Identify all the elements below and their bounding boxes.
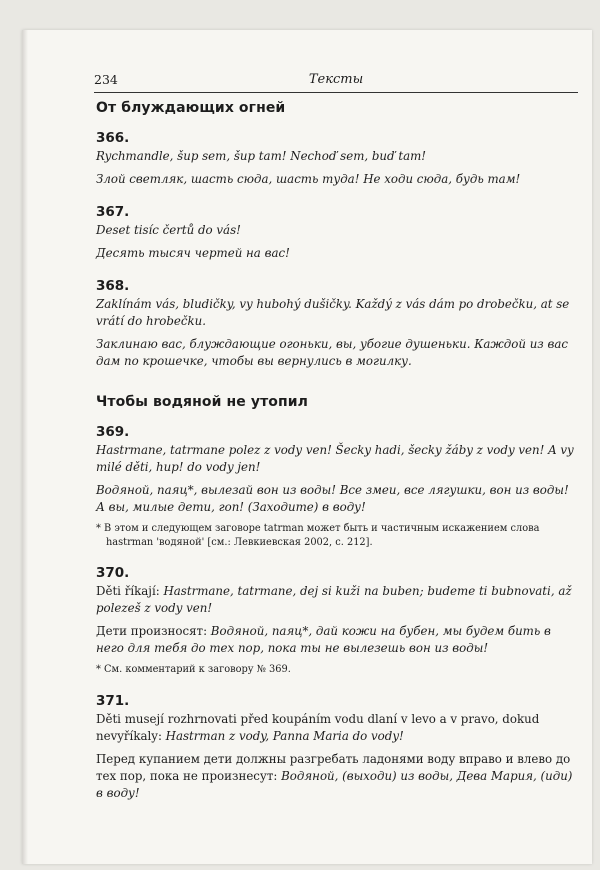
entry-translation: Злой светляк, шасть сюда, шасть туда! Не ходи сюда, будь там! xyxy=(96,172,521,186)
entry-367 xyxy=(96,204,578,262)
section-title-waterman: Чтобы водяной не утопил xyxy=(96,394,309,410)
translation-charm: Водяной, паяц*, дай кожи на бубен, мы будем бить в него для тебя до тех пор, пока ты не вылезешь вон из воды! xyxy=(96,624,551,655)
entry-number: 367. xyxy=(96,204,130,220)
entry-translation xyxy=(96,751,578,802)
entry-original: Zaklínám vás, bludičky, vy hubohý dušičky. Každý z vás dám po drobečku, at se vrátí do hrobečku. xyxy=(96,297,570,328)
section-title-wisps: От блуждающих огней xyxy=(96,100,286,116)
page-number: 234 xyxy=(94,72,118,87)
translation-charm: Водяной, (выходи) из воды, Дева Мария, (иди) в воду! xyxy=(96,768,573,800)
entry-366 xyxy=(96,130,578,188)
book-page xyxy=(22,30,592,864)
entry-371 xyxy=(96,693,578,802)
entry-original: Hastrmane, tatrmane polez z vody ven! Šecky hadi, šecky žáby z vody ven! A vy milé děti, hup! do vody jen! xyxy=(96,443,574,474)
entry-original xyxy=(96,583,578,617)
entry-translation: Водяной, паяц*, вылезай вон из воды! Все змеи, все лягушки, вон из воды! А вы, милые дети, гоп! (Заходите) в воду! xyxy=(96,483,569,514)
page-body xyxy=(96,100,578,802)
running-header xyxy=(94,70,578,93)
translation-prefix: Дети произносят: xyxy=(96,624,211,638)
original-prefix: Děti říkají: xyxy=(96,584,164,598)
entry-369 xyxy=(96,424,578,549)
entry-translation: Десять тысяч чертей на вас! xyxy=(96,246,290,260)
footnote: * В этом и следующем заговоре tatrman может быть и частичным искажением слова hastrman 'водяной' [см.: Левкиевская 2002, с. 212]. xyxy=(96,523,540,548)
entry-translation xyxy=(96,623,578,657)
translation-prefix: Перед купанием дети должны разгребать ладонями воду вправо и влево до тех пор, пока не произнесут: xyxy=(96,751,571,783)
page-binding-edge xyxy=(22,30,28,864)
entry-370 xyxy=(96,565,578,677)
entry-368 xyxy=(96,278,578,370)
entry-number: 368. xyxy=(96,278,130,294)
footnote: * См. комментарий к заговору № 369. xyxy=(96,664,291,675)
original-prefix: Děti musejí rozhrnovati před koupáním vodu dlaní v levo a v pravo, dokud nevyříkaly: xyxy=(96,711,540,743)
running-title: Тексты xyxy=(308,72,364,87)
entry-original xyxy=(96,711,578,745)
entry-original: Rychmandle, šup sem, šup tam! Nechoď sem, buď tam! xyxy=(96,149,427,163)
original-charm: Hastrman z vody, Panna Maria do vody! xyxy=(165,728,404,743)
original-charm: Hastrmane, tatrmane, dej si kuži na buben; budeme ti bubnovati, až polezeš z vody ven! xyxy=(96,584,572,615)
entry-number: 366. xyxy=(96,130,130,146)
entry-translation: Заклинаю вас, блуждающие огоньки, вы, убогие душеньки. Каждой из вас дам по крошечке, чтобы вы вернулись в могилку. xyxy=(96,337,568,368)
entry-number: 369. xyxy=(96,424,130,440)
entry-number: 371. xyxy=(96,692,130,709)
entry-original: Deset tisíc čertů do vás! xyxy=(96,223,241,237)
entry-number: 370. xyxy=(96,565,130,581)
